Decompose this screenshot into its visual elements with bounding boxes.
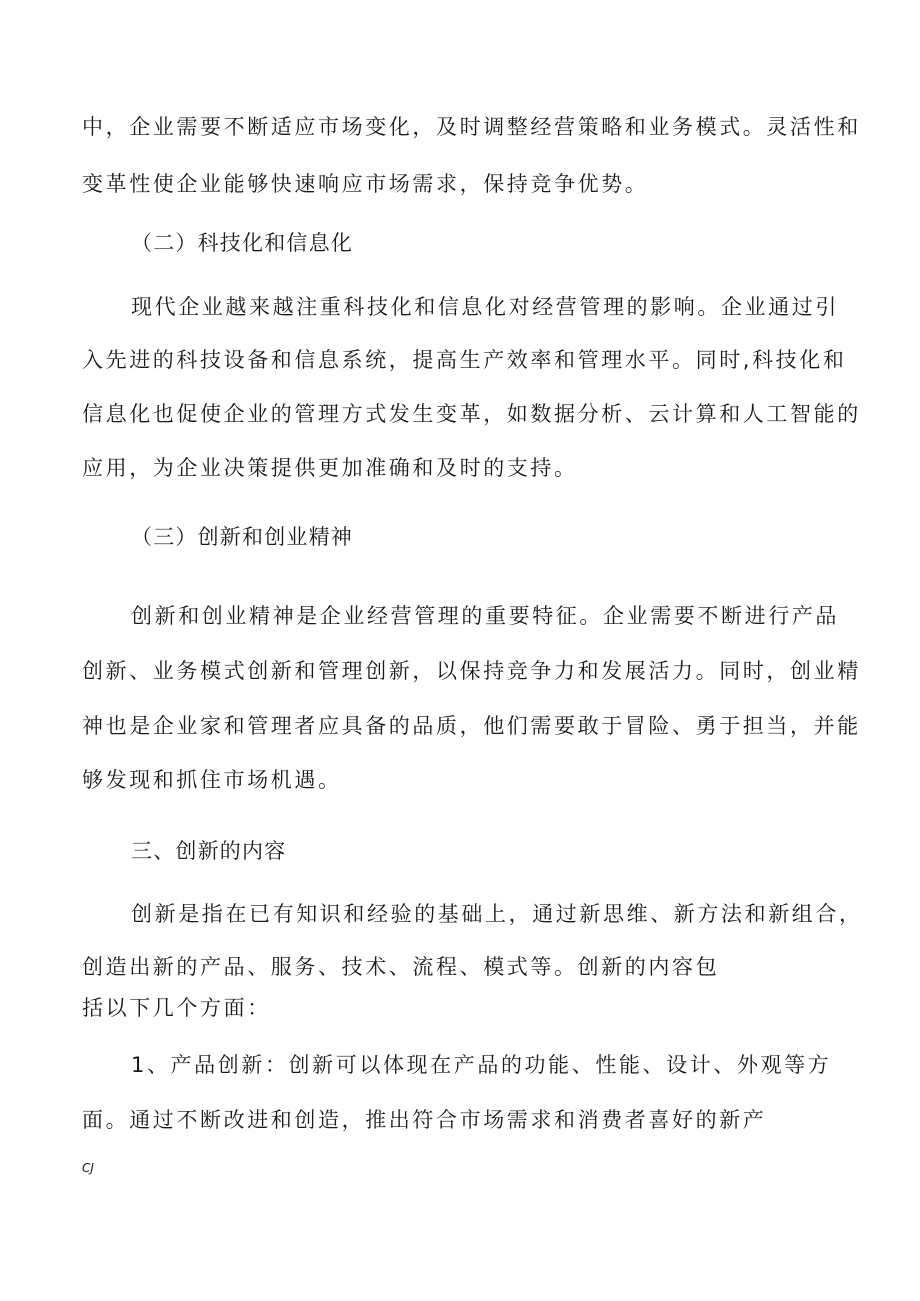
paragraph-line: 中，企业需要不断适应市场变化，及时调整经营策略和业务模式。灵活性和 xyxy=(82,115,861,139)
paragraph-line: 创新、业务模式创新和管理创新，以保持竞争力和发展活力。同时，创业精 xyxy=(82,659,861,683)
paragraph-line: 变革性使企业能够快速响应市场需求，保持竞争优势。 xyxy=(82,172,649,196)
paragraph-line: 创新和创业精神是企业经营管理的重要特征。企业需要不断进行产品 xyxy=(131,604,839,628)
paragraph-line: 够发现和抓住市场机遇。 xyxy=(82,768,342,792)
section-heading-technology: （二）科技化和信息化 xyxy=(131,231,353,255)
section-heading-innovation-content: 三、创新的内容 xyxy=(131,839,287,863)
list-item-product-innovation: 1、产品创新：创新可以体现在产品的功能、性能、设计、外观等方 xyxy=(131,1053,832,1077)
section-heading-innovation-spirit: （三）创新和创业精神 xyxy=(131,525,353,549)
paragraph-line: 括以下几个方面： xyxy=(82,996,271,1020)
paragraph-line: 创新是指在已有知识和经验的基础上，通过新思维、新方法和新组合， xyxy=(131,902,863,926)
paragraph-line: 创造出新的产品、服务、技术、流程、模式等。创新的内容包 xyxy=(82,955,720,979)
paragraph-line: 神也是企业家和管理者应具备的品质，他们需要敢于冒险、勇于担当，并能 xyxy=(82,714,861,738)
paragraph-line: 信息化也促使企业的管理方式发生变革，如数据分析、云计算和人工智能的 xyxy=(82,402,861,426)
paragraph-line: 应用，为企业决策提供更加准确和及时的支持。 xyxy=(82,456,578,480)
footer-mark: CJ xyxy=(82,1161,94,1175)
paragraph-line: 现代企业越来越注重科技化和信息化对经营管理的影响。企业通过引 xyxy=(131,295,839,319)
paragraph-line: 入先进的科技设备和信息系统，提高生产效率和管理水平。同时,科技化和 xyxy=(82,348,847,372)
paragraph-line: 面。通过不断改进和创造，推出符合市场需求和消费者喜好的新产 xyxy=(82,1108,767,1132)
